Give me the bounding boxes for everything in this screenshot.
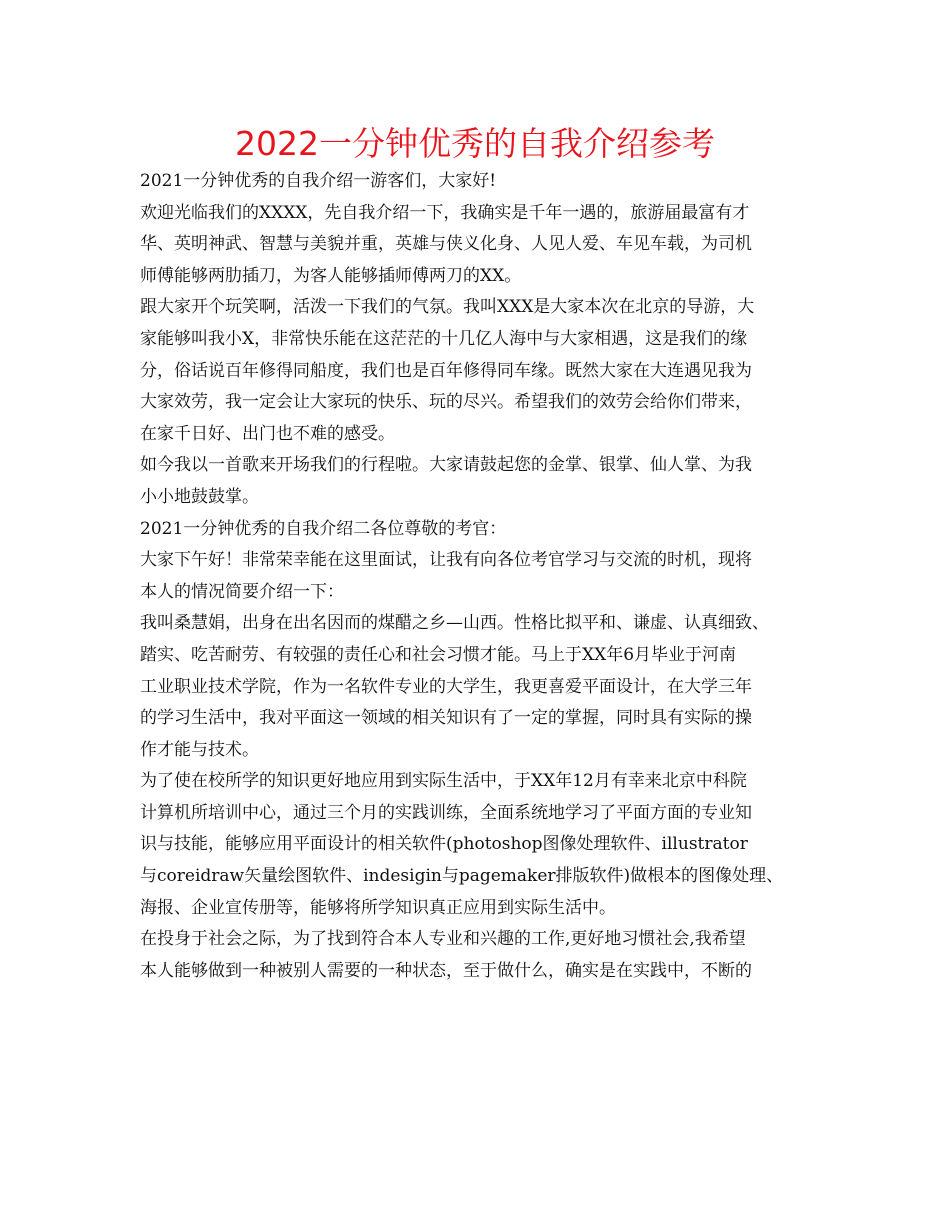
body-line: 2021一分钟优秀的自我介绍二各位尊敬的考官： xyxy=(140,518,507,539)
body-line: 踏实、吃苦耐劳、有较强的责任心和社会习惯才能。马上于XX年6月毕业于河南 xyxy=(140,644,737,665)
body-line: 工业职业技术学院，作为一名软件专业的大学生，我更喜爱平面设计，在大学三年 xyxy=(140,676,752,697)
body-line: 家能够叫我小X，非常快乐能在这茫茫的十几亿人海中与大家相遇，这是我们的缘 xyxy=(140,328,748,349)
body-line: 在家千日好、出门也不难的感受。 xyxy=(140,423,395,444)
body-line: 为了使在校所学的知识更好地应用到实际生活中，于XX年12月有幸来北京中科院 xyxy=(140,771,747,792)
body-line: 与coreidraw矢量绘图软件、indesigin与pagemaker排版软件)做根本的图像处理、 xyxy=(140,866,784,887)
body-line: 跟大家开个玩笑啊，活泼一下我们的气氛。我叫XXX是大家本次在北京的导游，大 xyxy=(140,297,755,318)
body-line: 欢迎光临我们的XXXX，先自我介绍一下，我确实是千年一遇的，旅游届最富有才 xyxy=(140,202,750,223)
body-line: 师傅能够两肋插刀，为客人能够插师傅两刀的XX。 xyxy=(140,265,522,286)
body-line: 作才能与技术。 xyxy=(140,739,259,760)
body-line: 我叫桑慧娟，出身在出名因而的煤醋之乡—山西。性格比拟平和、谦虚、认真细致、 xyxy=(140,613,769,634)
body-line: 华、英明神武、智慧与美貌并重，英雄与侠义化身、人见人爱、车见车载，为司机 xyxy=(140,234,752,255)
body-line: 海报、企业宣传册等，能够将所学知识真正应用到实际生活中。 xyxy=(140,897,616,918)
body-line: 如今我以一首歌来开场我们的行程啦。大家请鼓起您的金掌、银掌、仙人掌、为我 xyxy=(140,455,752,476)
body-line: 计算机所培训中心，通过三个月的实践训练，全面系统地学习了平面方面的专业知 xyxy=(140,802,752,823)
body-line: 分，俗话说百年修得同船度，我们也是百年修得同车缘。既然大家在大连遇见我为 xyxy=(140,360,752,381)
body-line: 识与技能，能够应用平面设计的相关软件(photoshop图像处理软件、illustrator xyxy=(140,834,748,855)
body-line: 的学习生活中，我对平面这一领域的相关知识有了一定的掌握，同时具有实际的操 xyxy=(140,708,752,729)
body-line: 大家效劳，我一定会让大家玩的快乐、玩的尽兴。希望我们的效劳会给你们带来， xyxy=(140,392,752,413)
document-title: 2022一分钟优秀的自我介绍参考 xyxy=(235,124,715,163)
body-line: 本人能够做到一种被别人需要的一种状态，至于做什么，确实是在实践中，不断的 xyxy=(140,960,752,981)
body-line: 本人的情况简要介绍一下： xyxy=(140,581,344,602)
document-body xyxy=(140,166,818,987)
body-line: 大家下午好！非常荣幸能在这里面试，让我有向各位考官学习与交流的时机，现将 xyxy=(140,550,752,571)
body-line: 在投身于社会之际，为了找到符合本人专业和兴趣的工作,更好地习惯社会,我希望 xyxy=(140,929,746,950)
body-line: 小小地鼓鼓掌。 xyxy=(140,486,259,507)
body-line: 2021一分钟优秀的自我介绍一游客们，大家好! xyxy=(140,171,497,191)
